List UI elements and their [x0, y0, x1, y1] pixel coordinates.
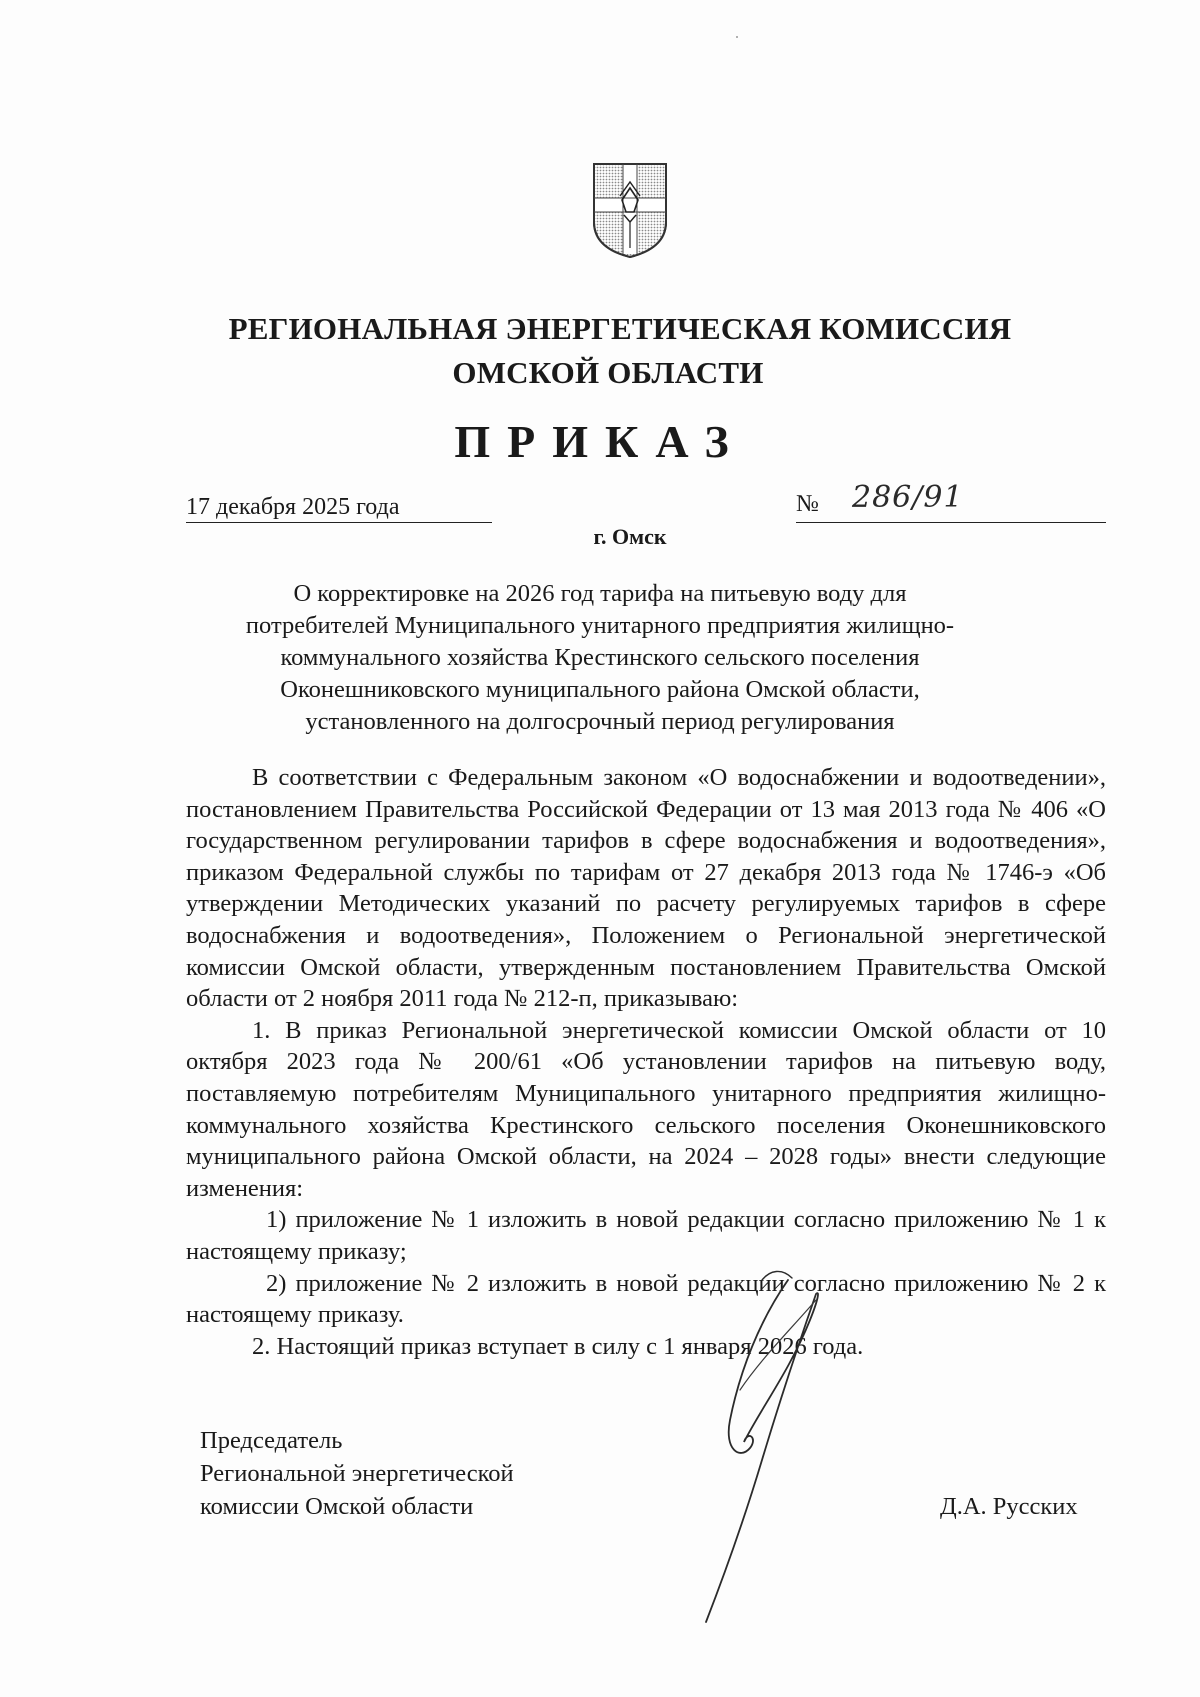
signatory-position [200, 1424, 514, 1523]
document-number-field [796, 480, 1106, 523]
item-2-paragraph: 2. Настоящий приказ вступает в силу с 1 января 2026 года. [252, 1332, 864, 1360]
item-1-paragraph: 1. В приказ Региональной энергетической комиссии Омской области от 10 октября 2023 года № 200/61 «Об установлении тарифов на питьевую воду, поставляемую потребителям Муниципального унитарного предприятия жилищно-коммунального хозяйства Крестинского сельского поселения Оконешниковского муниципального района Омской области, на 2024 – 2028 годы» внести следующие изменения: [186, 1016, 1106, 1202]
signatory-name: Д.А. Русских [940, 1493, 1078, 1520]
item-1-1-paragraph: 1) приложение № 1 изложить в новой редакции согласно приложению № 1 к настоящему приказу; [186, 1206, 1106, 1265]
document-date: 17 декабря 2025 года [186, 492, 492, 523]
handwritten-signature [700, 1260, 840, 1630]
subject-line: установленного на долгосрочный период регулирования [305, 708, 895, 735]
document-body [186, 762, 1106, 1362]
organization-title-line1: РЕГИОНАЛЬНАЯ ЭНЕРГЕТИЧЕСКАЯ КОМИССИЯ [228, 311, 1012, 346]
document-number-handwritten: 286/91 [852, 480, 964, 515]
number-sign: № [796, 491, 819, 517]
organization-title-line2: ОМСКОЙ ОБЛАСТИ [452, 355, 764, 390]
preamble-paragraph: В соответствии с Федеральным законом «О водоснабжении и водоотведении», постановлением Правительства Российской Федерации от 13 мая 2013 года № 406 «О государственном регулировании тарифов в сфере водоснабжения и водоотведения», приказом Федеральной службы по тарифам от 27 декабря 2013 года № 1746-э «Об утверждении Методических указаний по расчету регулируемых тарифов в сфере водоснабжения и водоотведения», Положением о Региональной энергетической комиссии Омской области, утвержденным постановлением Правительства Омской области от 2 ноября 2011 года № 212-п, приказываю: [186, 764, 1106, 1013]
subject-line: О корректировке на 2026 год тарифа на питьевую воду для [293, 580, 907, 607]
scan-speck [736, 36, 738, 38]
coat-of-arms-emblem [590, 160, 670, 260]
city-label: г. Омск [593, 524, 667, 549]
subject-line: Оконешниковского муниципального района Омской области, [280, 676, 920, 703]
document-city [0, 522, 1200, 552]
position-line: Региональной энергетической [200, 1460, 514, 1487]
position-line: Председатель [200, 1427, 343, 1454]
document-type-title: ПРИКАЗ [454, 416, 746, 467]
subject-line: коммунального хозяйства Крестинского сельского поселения [280, 644, 920, 671]
document-subject [150, 578, 1050, 738]
position-line: комиссии Омской области [200, 1493, 474, 1520]
item-1-2-paragraph: 2) приложение № 2 изложить в новой редакции согласно приложению № 2 к настоящему приказу. [186, 1269, 1106, 1329]
subject-line: потребителей Муниципального унитарного предприятия жилищно- [245, 612, 955, 639]
